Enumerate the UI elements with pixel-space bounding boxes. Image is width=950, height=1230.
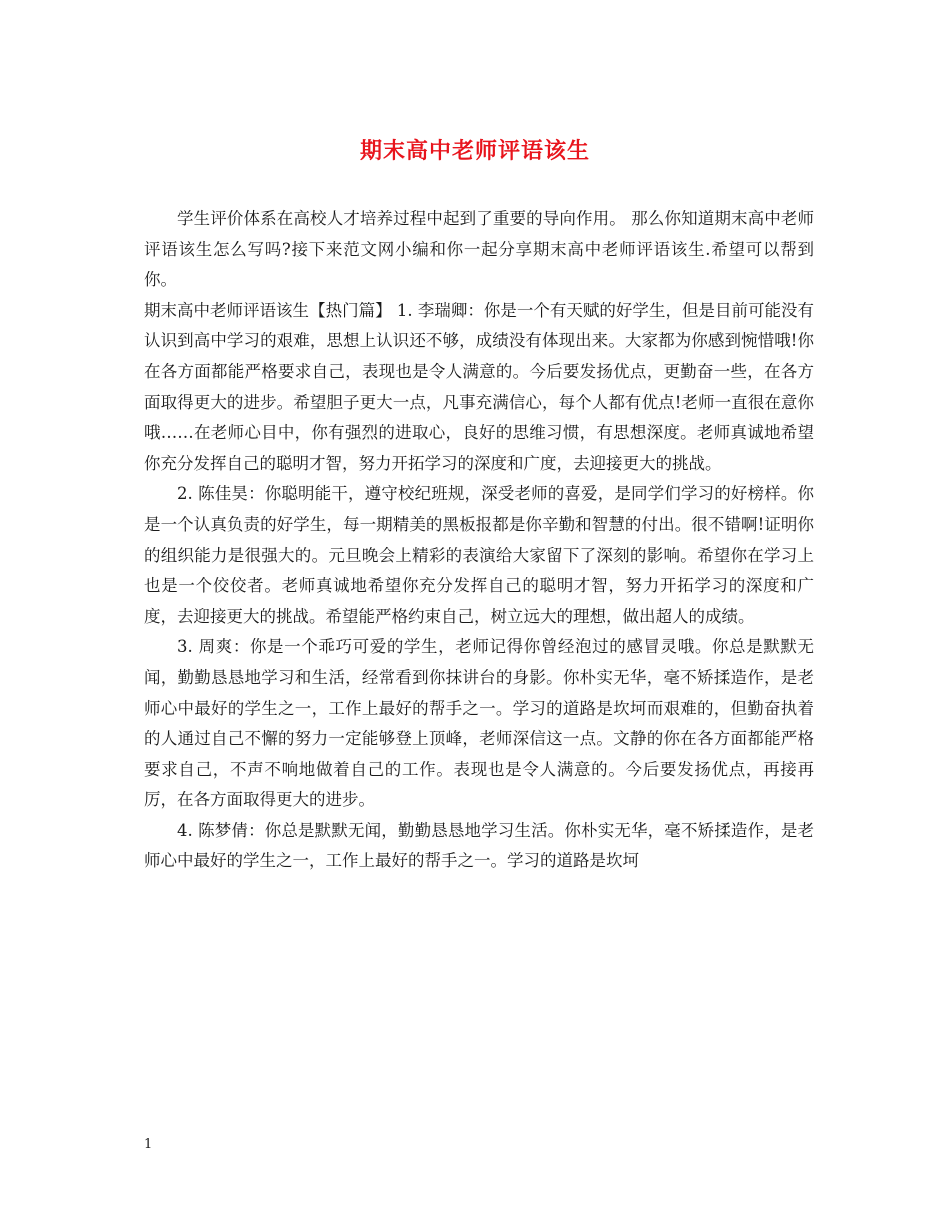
section-2-paragraph: 2. 陈佳昊：你聪明能干，遵守校纪班规，深受老师的喜爱，是同学们学习的好榜样。你是一个认真负责的好学生，每一期精美的黑板报都是你辛勤和智慧的付出。很不错啊!证明你的组织能力是很强大的。元旦晚会上精彩的表演给大家留下了深刻的影响。希望你在学习上也是一个佼佼者。老师真诚地希望你充分发挥自己的聪明才智，努力开拓学习的深度和广度，去迎接更大的挑战。希望能严格约束自己，树立远大的理想，做出超人的成绩。 [144,484,814,626]
section-4-paragraph: 4. 陈梦倩：你总是默默无闻，勤勤恳恳地学习生活。你朴实无华，毫不矫揉造作，是老师心中最好的学生之一，工作上最好的帮手之一。学习的道路是坎坷 [144,820,814,871]
section-1-paragraph: 期末高中老师评语该生【热门篇】 1. 李瑞卿：你是一个有天赋的好学生，但是目前可能没有认识到高中学习的艰难，思想上认识还不够，成绩没有体现出来。大家都为你感到惋惜哦!你在各方面都能严格要求自己，表现也是令人满意的。今后要发扬优点，更勤奋一些，在各方面取得更大的进步。希望胆子更大一点，凡事充满信心，每个人都有优点!老师一直很在意你哦……在老师心目中，你有强烈的进取心，良好的思维习惯，有思想深度。老师真诚地希望你充分发挥自己的聪明才智，努力开拓学习的深度和广度，去迎接更大的挑战。 [144,300,814,473]
page-number: 1 [144,1137,153,1152]
page-title: 期末高中老师评语该生 [359,138,590,164]
intro-paragraph: 学生评价体系在高校人才培养过程中起到了重要的导向作用。 那么你知道期末高中老师评语该生怎么写吗?接下来范文网小编和你一起分享期末高中老师评语该生.希望可以帮到你。 [144,209,814,290]
document-body [144,204,814,877]
section-3-paragraph: 3. 周爽：你是一个乖巧可爱的学生，老师记得你曾经泡过的感冒灵哦。你总是默默无闻，勤勤恳恳地学习和生活，经常看到你抹讲台的身影。你朴实无华，毫不矫揉造作，是老师心中最好的学生之一，工作上最好的帮手之一。学习的道路是坎坷而艰难的，但勤奋执着的人通过自己不懈的努力一定能够登上顶峰，老师深信这一点。文静的你在各方面都能严格要求自己，不声不响地做着自己的工作。表现也是令人满意的。今后要发扬优点，再接再厉，在各方面取得更大的进步。 [144,637,814,810]
